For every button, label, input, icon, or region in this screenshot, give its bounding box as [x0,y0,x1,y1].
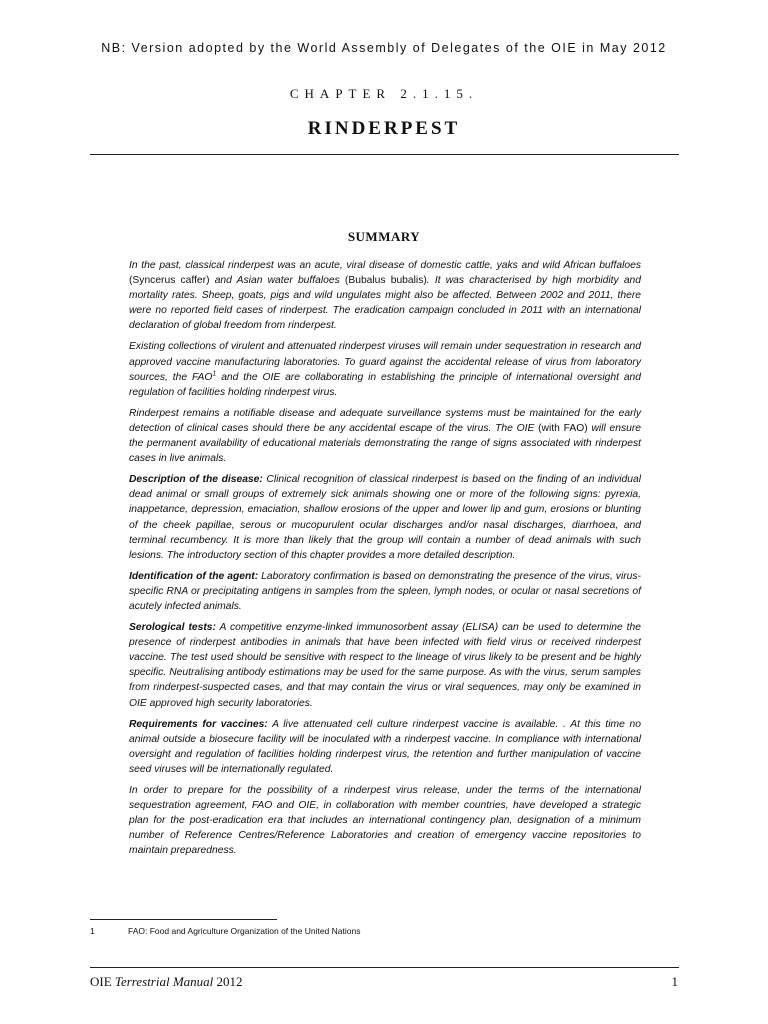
p3-text-c: will ensure the permanent availability of educational materials demonstrating the range of signs associated with rinderpest cases in live animals. [129,422,641,465]
footer-org: OIE [90,974,115,989]
agent-text: Laboratory confirmation is based on demonstrating the presence of the virus, virus-specific RNA or precipitating antigens in samples from the spleen, lymph nodes, or ocular or nasal secretions of acutely infected animals. [129,570,641,612]
p1-text-a: In the past, classical rinderpest was an acute, viral disease of domestic cattle, yaks and wild African buffaloes [129,260,641,271]
footer-title [90,974,243,990]
p3-text-a: Rinderpest remains a notifiable disease and adequate surveillance systems must be maintained for the early detection of clinical cases should there be any accidental escape of the virus. The OIE [129,407,641,434]
p1-species-bubalus: (Bubalus bubalis) [344,275,427,287]
footer-year: 2012 [213,974,243,989]
summary-paragraph-serology [129,620,641,711]
disease-label: Description of the disease: [129,474,263,486]
summary-body [129,258,641,864]
summary-paragraph-3 [129,406,641,466]
p2-text-b: and the OIE are collaborating in establishing the principle of international oversight and regulation of facilities holding rinderpest virus. [129,371,641,398]
header-divider [90,154,679,155]
summary-paragraph-1 [129,258,641,333]
p3-with-fao: (with FAO) [538,422,588,434]
page-number: 1 [671,974,678,989]
version-note: NB: Version adopted by the World Assembly of Delegates of the OIE in May 2012 [101,41,667,55]
summary-paragraph-agent [129,569,641,614]
p1-species-syncerus: (Syncerus caffer) [129,275,210,287]
page-title: RINDERPEST [307,118,461,139]
disease-text: Clinical recognition of classical rinderpest is based on the finding of an individual dead animal or small groups of extremely sick animals showing one or more of the following signs: pyrexia, inappetance, depression, emaciation, shallow erosions of the upper and lower lip and gum, erosions or blunting of the cheek papillae, serous or mucopurulent ocular discharges and/or nasal discharges, diarrhoea, and terminal recumbency. It is more than likely that the group will contain a number of dead animals with such lesions. The introductory section of this chapter provides a more detailed description. [129,474,641,561]
serology-text: A competitive enzyme-linked immunosorbent assay (ELISA) can be used to determine the presence of rinderpest antibodies in animals that have been infected with field virus or received rinderpest vaccine. The test used should be sensitive with respect to the lineage of virus likely to be present and be highly specific. Neutralising antibody estimations may be used for the same purpose. As with the virus, serum samples from rinderpest-suspected cases, and that may contain the virus or viral sequences, may only be examined in OIE approved high security laboratories. [129,622,641,709]
agent-label: Identification of the agent: [129,570,259,582]
summary-paragraph-vaccines [129,717,641,777]
footnote-ref-1: 1 [212,370,217,378]
summary-paragraph-preparedness: In order to prepare for the possibility of a rinderpest virus release, under the terms of the international sequestration agreement, FAO and OIE, in collaboration with member countries, have developed a strategic plan for the post-eradication era that includes an international contingency plan, designation of a minimum number of Reference Centres/Reference Laboratories and creation of emergency vaccine repositories to maintain preparedness. [129,785,641,857]
serology-label: Serological tests: [129,622,216,634]
footnote-text: FAO: Food and Agriculture Organization of the United Nations [128,926,361,936]
chapter-number: CHAPTER 2.1.15. [289,86,479,101]
p2-text-a: Existing collections of virulent and attenuated rinderpest viruses will remain under sequestration in research and approved vaccine manufacturing laboratories. To guard against the accidental release of virus from laboratory sources, the FAO [129,341,641,383]
vaccines-label: Requirements for vaccines: [129,718,268,730]
footnote-divider [90,919,277,920]
p1-text-c: and Asian water buffaloes [209,275,345,287]
footnote-number: 1 [90,926,95,936]
vaccines-text: A live attenuated cell culture rinderpest vaccine is available. . At this time no animal outside a biosecure facility will be inoculated with a rinderpest vaccine. In compliance with international oversight and regulation of facilities holding rinderpest virus, the retention and further manipulation of vaccine seed viruses will be internationally regulated. [129,718,641,775]
footnote [90,926,650,936]
summary-paragraph-2 [129,339,641,399]
p1-text-e: . It was characterised by high morbidity and mortality rates. Sheep, goats, pigs and wild ungulates might also be affected. Between 2002 and 2011, there were no reported field cases of rinderpest. The eradication campaign concluded in 2011 with an international declaration of global freedom from rinderpest. [129,275,641,332]
footer-manual: Terrestrial Manual [114,974,214,989]
footer-divider [90,967,679,968]
summary-heading: SUMMARY [347,229,421,244]
summary-paragraph-disease [129,472,641,563]
